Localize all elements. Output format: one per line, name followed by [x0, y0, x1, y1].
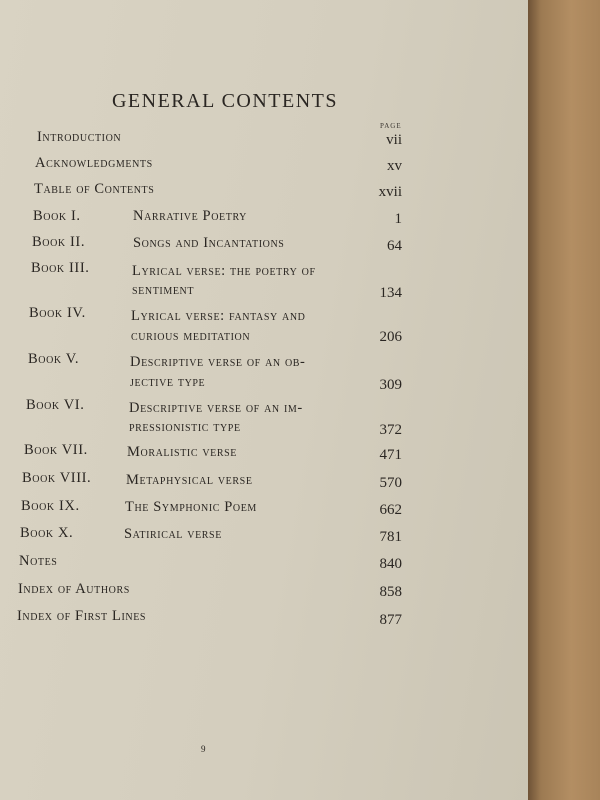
toc-entry-index-of-first-lines-label: Index of First Lines [17, 608, 147, 624]
toc-book-label: Book I. [33, 208, 81, 224]
toc-book-title: Descriptive verse of an ob- [130, 354, 306, 370]
toc-book-title: The Symphonic Poem [125, 499, 257, 515]
toc-book-page: 471 [379, 447, 402, 463]
toc-book-label: Book IX. [21, 498, 80, 514]
page-title: GENERAL CONTENTS [111, 90, 339, 112]
signature-mark: 9 [201, 744, 206, 754]
toc-book-title: Songs and Incantations [133, 235, 285, 251]
toc-book-label: Book X. [20, 525, 74, 541]
page-column-label: PAGE [380, 122, 402, 130]
toc-entry-introduction-page: vii [386, 132, 402, 148]
toc-book-page: 1 [394, 211, 402, 227]
toc-book-page: 309 [379, 377, 402, 393]
toc-book-page: 206 [379, 329, 402, 345]
toc-book-label: Book III. [31, 260, 90, 276]
toc-entry-table-of-contents-page: xvii [378, 184, 402, 200]
toc-entry-acknowledgments-label: Acknowledgments [35, 155, 153, 171]
toc-book-label: Book VIII. [22, 470, 92, 486]
toc-book-title: Satirical verse [124, 526, 222, 542]
toc-book-title-continued: jective type [130, 374, 206, 390]
toc-book-label: Book II. [32, 234, 86, 250]
toc-book-page: 64 [387, 238, 402, 254]
toc-book-page: 662 [379, 502, 402, 518]
toc-entry-index-of-authors-page: 858 [379, 584, 402, 600]
toc-book-page: 781 [379, 529, 402, 545]
toc-entry-notes-label: Notes [19, 553, 58, 569]
toc-book-title: Lyrical verse: fantasy and [131, 308, 306, 324]
toc-entry-notes-page: 840 [379, 556, 402, 572]
toc-book-page: 372 [379, 422, 402, 438]
toc-book-title: Moralistic verse [127, 444, 238, 460]
table-surface [528, 0, 600, 800]
toc-book-title: Lyrical verse: the poetry of [132, 263, 316, 279]
toc-book-label: Book V. [28, 351, 80, 367]
toc-book-label: Book VII. [24, 442, 88, 458]
toc-entry-introduction-label: Introduction [37, 129, 122, 145]
toc-entry-acknowledgments-page: xv [387, 158, 402, 174]
toc-book-title: Metaphysical verse [126, 472, 253, 488]
toc-book-label: Book IV. [29, 305, 86, 321]
toc-book-label: Book VI. [26, 397, 85, 413]
toc-book-title-continued: pressionistic type [129, 419, 241, 435]
toc-entry-index-of-first-lines-page: 877 [379, 612, 402, 628]
toc-book-title: Narrative Poetry [133, 208, 247, 224]
toc-book-title: Descriptive verse of an im- [129, 400, 303, 416]
toc-entry-index-of-authors-label: Index of Authors [18, 581, 130, 597]
toc-book-title-continued: sentiment [132, 282, 195, 298]
toc-book-page: 570 [379, 475, 402, 491]
toc-book-page: 134 [379, 285, 402, 301]
toc-book-title-continued: curious meditation [131, 328, 251, 344]
toc-entry-table-of-contents-label: Table of Contents [34, 181, 155, 197]
